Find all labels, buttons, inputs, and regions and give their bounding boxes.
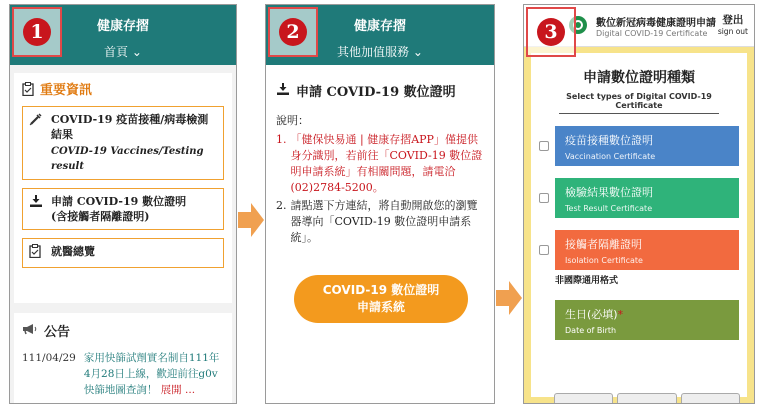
card-sublabel: (含接觸者隔離證明) xyxy=(51,210,150,223)
month-select[interactable] xyxy=(617,393,676,403)
announcement-text[interactable]: 家用快篩試劑實名制自111年4月28日上線，歡迎前往g0v快篩地圖查詢！ xyxy=(83,352,220,396)
portal-title-en: Digital COVID-19 Certificate xyxy=(596,28,708,38)
screen-apply-certificate xyxy=(265,4,495,404)
list-item: 1. 「健保快易通 | 健康存摺APP」僅提供身分識別，若前往「COVID-19 數位證明申請系統」有相關問題，請電洽(02)2784-5200。 xyxy=(276,133,483,194)
important-info-section xyxy=(14,73,232,303)
page-title: 申請 COVID-19 數位證明 xyxy=(296,85,456,100)
instructions-list xyxy=(276,132,484,246)
announcement-section xyxy=(14,313,232,404)
arrow-right-icon xyxy=(238,202,265,238)
card-label: 申請 COVID-19 數位證明 xyxy=(51,195,187,208)
step-number-badge: 2 xyxy=(279,18,307,46)
required-star: * xyxy=(617,308,624,321)
step-number-badge: 1 xyxy=(23,18,51,46)
year-select[interactable] xyxy=(554,393,613,403)
download-icon xyxy=(276,82,290,100)
step-number-badge: 3 xyxy=(537,18,565,46)
card-label: COVID-19 疫苗接種/病毒檢測結果 xyxy=(51,113,209,141)
clipboard-icon xyxy=(22,82,34,96)
test-result-checkbox[interactable] xyxy=(539,193,549,203)
option-vaccination xyxy=(539,126,739,166)
arrow-right-icon xyxy=(496,280,523,316)
megaphone-icon xyxy=(22,323,38,339)
instructions-label: 說明： xyxy=(276,114,309,127)
medical-overview-card[interactable] xyxy=(22,238,224,268)
syringe-icon xyxy=(29,112,45,174)
date-selectors xyxy=(554,393,740,403)
day-select[interactable] xyxy=(681,393,740,403)
expand-link[interactable]: 展開 ... xyxy=(160,384,196,396)
isolation-certificate-button[interactable]: 接觸者隔離證明 Isolation Certificate xyxy=(555,230,739,270)
screen-digital-certificate-portal xyxy=(523,4,755,404)
option-test-result xyxy=(539,178,739,218)
list-item: 2. 請點選下方連結，將自動開啟您的瀏覽器導向「COVID-19 數位證明申請系統」。 xyxy=(276,199,478,244)
app-title: 健康存摺 xyxy=(96,19,149,34)
card-label-en: COVID-19 Vaccines/Testing result xyxy=(51,146,204,172)
form-heading: 申請數位證明種類 xyxy=(583,70,695,86)
signout-button[interactable]: 登出 sign out xyxy=(717,13,748,36)
other-services-dropdown[interactable]: 其他加值服務 ⌄ xyxy=(337,45,423,59)
step-marker xyxy=(12,7,62,57)
announcement-item xyxy=(22,350,224,398)
isolation-checkbox[interactable] xyxy=(539,245,549,255)
test-result-certificate-button[interactable]: 檢驗結果數位證明 Test Result Certificate xyxy=(555,178,739,218)
screen-health-passbook-home xyxy=(9,4,237,404)
step-marker xyxy=(268,7,318,57)
app-title: 健康存摺 xyxy=(353,19,406,34)
announcement-date: 111/04/29 xyxy=(22,352,76,364)
vaccination-checkbox[interactable] xyxy=(539,141,549,151)
card-label: 就醫總覽 xyxy=(51,245,95,258)
covid-vaccine-test-result-card[interactable] xyxy=(22,106,224,180)
form-subheading: Select types of Digital COVID-19 Certificate xyxy=(559,92,719,114)
format-note: 非國際通用格式 xyxy=(555,276,619,286)
apply-covid-certificate-card[interactable] xyxy=(22,188,224,230)
section-title: 重要資訊 xyxy=(40,83,93,98)
clipboard-icon xyxy=(29,244,45,262)
home-menu-dropdown[interactable]: 首頁 ⌄ xyxy=(104,45,142,59)
apply-system-button[interactable]: COVID-19 數位證明 申請系統 xyxy=(294,275,468,323)
step-marker xyxy=(526,7,576,57)
download-icon xyxy=(29,194,45,224)
chevron-down-icon: ⌄ xyxy=(412,45,423,59)
vaccination-certificate-button[interactable]: 疫苗接種數位證明 Vaccination Certificate xyxy=(555,126,739,166)
date-of-birth-field[interactable]: 生日(必填)* Date of Birth xyxy=(555,300,739,340)
option-isolation xyxy=(539,230,739,270)
announcement-title: 公告 xyxy=(44,325,71,340)
chevron-down-icon: ⌄ xyxy=(131,45,142,59)
portal-title: 數位新冠病毒健康證明申請 xyxy=(596,17,716,29)
